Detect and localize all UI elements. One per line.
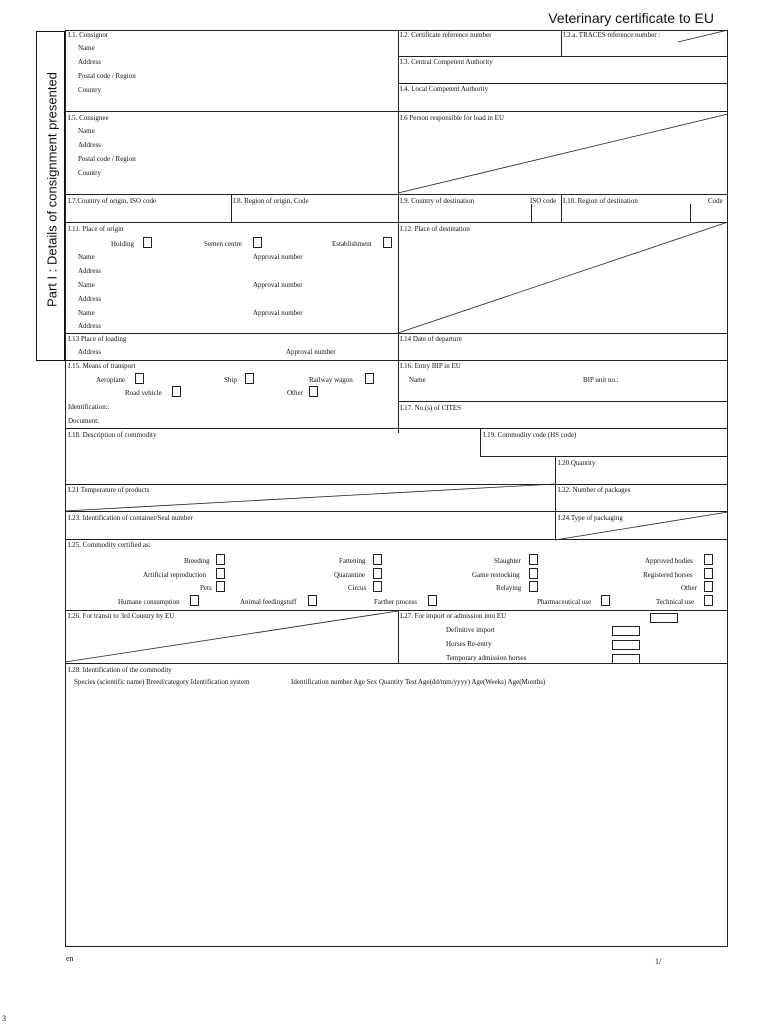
i11-approval-1: Approval number <box>253 253 303 261</box>
i25-approved-bodies: Approved bodies <box>645 557 694 565</box>
i5-title: I.5. Consignee <box>68 114 109 122</box>
divider <box>65 484 728 485</box>
i11-holding: Holding <box>111 240 134 248</box>
certificate-title: Veterinary certificate to EU <box>548 10 714 26</box>
diag-i6 <box>398 114 728 193</box>
i25-pharma: Pharmaceutical use <box>537 598 592 606</box>
i25-humane: Humane consumption <box>118 598 180 606</box>
divider <box>65 428 728 429</box>
i4-label: I.4. Local Competent Authority <box>400 85 489 93</box>
i1-country: Country <box>78 86 101 94</box>
i5-postal: Postal code / Region <box>78 155 136 163</box>
i27-reentry: Horses Re-entry <box>446 640 492 648</box>
divider <box>231 194 232 222</box>
i25-title: I.25. Commodity certified as: <box>68 541 151 549</box>
i11-name-1: Name <box>78 253 95 261</box>
fattening-checkbox[interactable] <box>373 554 382 565</box>
divider <box>480 456 728 457</box>
i25-game: Game restocking <box>472 571 520 579</box>
divider <box>531 204 532 222</box>
i1-name: Name <box>78 44 95 52</box>
i25-artificial: Artificial reproduction <box>143 571 207 579</box>
i16-bip: BIP unit no.: <box>583 376 619 384</box>
relaying-checkbox[interactable] <box>529 581 538 592</box>
i11-approval-2: Approval number <box>253 281 303 289</box>
divider <box>398 610 399 663</box>
i1-postal: Postal code / Region <box>78 72 136 80</box>
i27-checkbox[interactable] <box>650 613 678 623</box>
i14-label: I.14 Date of departure <box>400 335 462 343</box>
i3-label: I.3. Central Competent Authority <box>400 58 493 66</box>
i13-approval: Approval number <box>286 348 336 356</box>
i6-label: I.6 Person responsible for load in EU <box>400 114 505 122</box>
i25-pets: Pets <box>200 584 212 592</box>
i17-label: I.17. No.(s) of CITES <box>400 404 462 412</box>
i15-other: Other <box>287 389 303 397</box>
circus-checkbox[interactable] <box>373 581 382 592</box>
divider <box>65 511 728 512</box>
i1-title: I.1. Consignor <box>68 31 109 39</box>
technical-use-checkbox[interactable] <box>704 595 713 606</box>
establishment-checkbox[interactable] <box>383 237 392 248</box>
divider <box>480 428 481 456</box>
i11-establishment: Establishment <box>332 240 372 248</box>
railway-checkbox[interactable] <box>365 373 374 384</box>
i11-semen: Semen centre <box>204 240 242 248</box>
i10-code: Code <box>708 197 723 205</box>
game-restocking-checkbox[interactable] <box>529 568 538 579</box>
i2a-label: I.2.a. TRACES reference number : <box>563 31 661 39</box>
i7-label: I.7.Country of origin, ISO code <box>68 197 157 205</box>
i11-name-2: Name <box>78 281 95 289</box>
divider <box>65 111 728 112</box>
footer-page-number: 1/ <box>655 957 662 966</box>
divider <box>65 222 728 223</box>
i22-label: I.22. Number of packages <box>558 486 631 494</box>
divider <box>398 83 728 84</box>
i9-iso: ISO code <box>530 197 557 205</box>
divider <box>65 610 728 611</box>
diag-i12 <box>398 222 728 333</box>
i5-name: Name <box>78 127 95 135</box>
divider <box>555 456 556 540</box>
i10-label: I.10. Region of destination <box>563 197 638 205</box>
divider <box>398 56 728 57</box>
registered-horses-checkbox[interactable] <box>704 568 713 579</box>
divider <box>65 539 728 540</box>
i12-label: I.12. Place of destination <box>400 225 470 233</box>
footer-left-number: 3 <box>2 1014 6 1023</box>
approved-bodies-checkbox[interactable] <box>704 554 713 565</box>
i26-label: I.26. For transit to 3rd Country by EU <box>68 612 175 620</box>
i11-address-1: Address <box>78 267 101 275</box>
divider <box>561 194 562 222</box>
i11-approval-3: Approval number <box>253 309 303 317</box>
definitive-import-checkbox[interactable] <box>612 626 640 636</box>
i8-label: I.8. Region of origin, Code <box>233 197 309 205</box>
i20-label: I.20.Quantity <box>558 459 596 467</box>
i28-title: I.28. Identification of the commodity <box>68 666 172 674</box>
i16-name: Name <box>409 376 426 384</box>
i15-identification: Identification:: <box>68 403 110 411</box>
i25-feedingstuff: Animal feedingstuff <box>240 598 297 606</box>
artificial-reproduction-checkbox[interactable] <box>216 568 225 579</box>
further-process-checkbox[interactable] <box>428 595 437 606</box>
ship-checkbox[interactable] <box>245 373 254 384</box>
divider <box>561 30 562 56</box>
road-vehicle-checkbox[interactable] <box>172 386 181 397</box>
i15-ship: Ship <box>224 376 237 384</box>
i25-other: Other <box>681 584 697 592</box>
i16-title: I.16. Entry BIP in EU <box>400 362 461 370</box>
i19-label: I.19. Commodity code (HS code) <box>483 431 577 439</box>
i25-breeding: Breeding <box>184 557 210 565</box>
i21-label: I.21 Temperature of products <box>68 486 150 494</box>
i1-address: Address <box>78 58 101 66</box>
i25-circus: Circus <box>348 584 367 592</box>
divider <box>690 204 691 222</box>
i5-address: Address <box>78 141 101 149</box>
i25-slaughter: Slaughter <box>494 557 521 565</box>
i11-name-3: Name <box>78 309 95 317</box>
i13-title: I.13 Place of loading <box>68 335 127 343</box>
i11-address-3: Address <box>78 322 101 330</box>
i25-relaying: Relaying <box>496 584 522 592</box>
i18-label: I.18. Description of commodity <box>68 431 157 439</box>
i25-registered: Registered horses <box>643 571 693 579</box>
i15-road: Road vehicle <box>125 389 162 397</box>
divider <box>398 401 728 402</box>
i27-definitive: Definitive import <box>446 626 495 634</box>
i15-title: I.15. Means of transport <box>68 362 136 370</box>
aeroplane-checkbox[interactable] <box>135 373 144 384</box>
holding-checkbox[interactable] <box>143 237 152 248</box>
i25-quarantine: Quarantine <box>334 571 366 579</box>
divider <box>65 360 728 361</box>
i27-temporary: Temporary admission horses <box>446 654 527 662</box>
i5-country: Country <box>78 169 101 177</box>
i11-address-2: Address <box>78 295 101 303</box>
i28-columns: Species (scientific name) Breed/category Identification system <box>74 678 250 686</box>
i24-label: I.24.Type of packaging <box>558 514 623 522</box>
i23-label: I.23. Identification of container/Seal number <box>68 514 193 522</box>
commodity-other-checkbox[interactable] <box>704 581 713 592</box>
i25-further: Farther process <box>374 598 417 606</box>
i28-columns2: Identification number Age Sex Quantity Test Age(dd/mm/yyyy) Age(Weeks) Age(Months) <box>291 678 546 686</box>
pets-checkbox[interactable] <box>216 581 225 592</box>
slaughter-checkbox[interactable] <box>529 554 538 565</box>
i9-label: I.9. Country of destination <box>400 197 475 205</box>
i25-fattening: Fattening <box>339 557 366 565</box>
divider <box>65 194 728 195</box>
i15-aeroplane: Aeroplane <box>96 376 126 384</box>
horses-reentry-checkbox[interactable] <box>612 640 640 650</box>
breeding-checkbox[interactable] <box>216 554 225 565</box>
i13-address: Address <box>78 348 101 356</box>
i2-label: I.2. Certificate reference number <box>400 31 492 39</box>
i15-document: Document: <box>68 417 100 425</box>
animal-feedingstuff-checkbox[interactable] <box>308 595 317 606</box>
divider <box>398 30 399 433</box>
pharmaceutical-use-checkbox[interactable] <box>601 595 610 606</box>
quarantine-checkbox[interactable] <box>373 568 382 579</box>
semen-centre-checkbox[interactable] <box>253 237 262 248</box>
footer-language: en <box>66 954 74 963</box>
transport-other-checkbox[interactable] <box>309 386 318 397</box>
i27-title: I.27. For import or admission into EU <box>400 612 507 620</box>
i25-technical: Technical use <box>656 598 695 606</box>
humane-consumption-checkbox[interactable] <box>190 595 199 606</box>
diag-i2a <box>678 30 728 42</box>
i11-title: I.11. Place of origin <box>68 225 124 233</box>
temporary-admission-checkbox[interactable] <box>612 654 640 664</box>
side-label-text: Part I : Details of consignment presented <box>44 72 60 307</box>
i15-railway: Railway wagon <box>309 376 353 384</box>
divider <box>65 333 728 334</box>
